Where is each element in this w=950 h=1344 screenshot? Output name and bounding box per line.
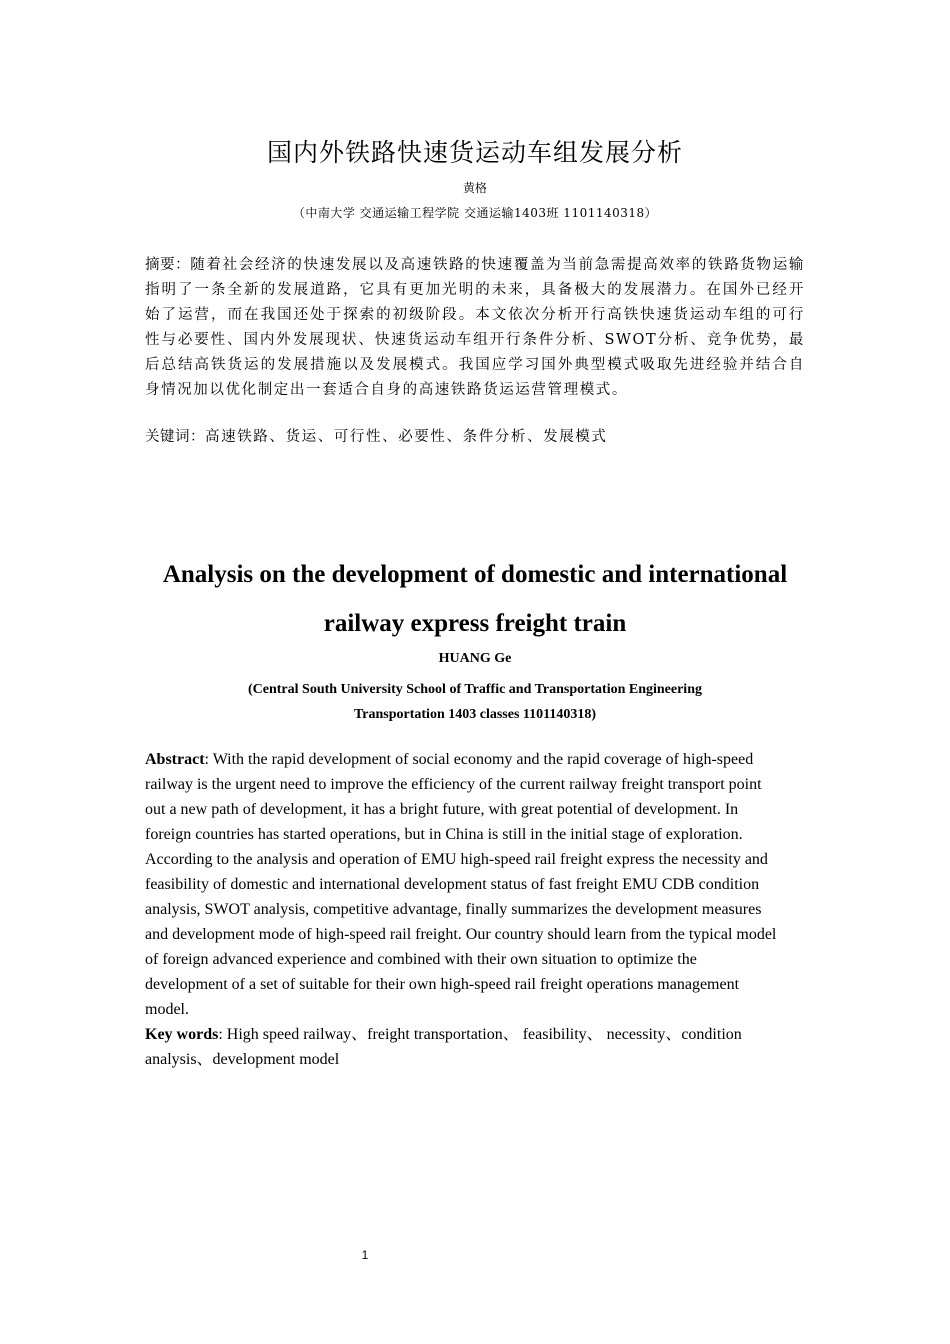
english-abstract-line: and development mode of high-speed rail freight. Our country should learn from the typical model [145, 926, 777, 943]
english-abstract-line: foreign countries has started operations, but in China is still in the initial stage of exploration. [145, 826, 743, 843]
english-abstract-line [145, 747, 810, 772]
english-affiliation-line-2: Transportation 1403 classes 1101140318) [353, 707, 597, 722]
chinese-abstract [145, 253, 805, 403]
chinese-keywords-label: 关键词： [145, 429, 205, 445]
chinese-abstract-text: 随着社会经济的快速发展以及高速铁路的快速覆盖为当前急需提高效率的铁路货物运输指明了一条全新的发展道路，它具有更加光明的未来，具备极大的发展潜力。在国外已经开始了运营，而在我国还处于探索的初级阶段。本文依次分析开行高铁快速货运动车组的可行性与必要性、国内外发展现状、快速货运动车组开行条件分析、SWOT分析、竞争优势，最后总结高铁货运的发展措施以及发展模式。我国应学习国外典型模式吸取先进经验并结合自身情况加以优化制定出一套适合自身的高速铁路货运运营管理模式。 [145, 257, 806, 398]
english-title-line-1: Analysis on the development of domestic and international [162, 561, 788, 588]
english-affiliation-line-1: (Central South University School of Traffic and Transportation Engineering [248, 682, 702, 697]
english-title [0, 550, 950, 648]
english-title-line-2: railway express freight train [323, 610, 627, 637]
chinese-title: 国内外铁路快速货运动车组发展分析 [266, 138, 683, 167]
english-abstract-line: According to the analysis and operation of EMU high-speed rail freight express the necessity and [145, 851, 768, 868]
english-keywords-line [145, 1022, 810, 1047]
chinese-author: 黄格 [462, 181, 487, 195]
english-affiliation [0, 677, 950, 727]
english-author: HUANG Ge [438, 651, 512, 666]
page-number: 1 [361, 1248, 369, 1262]
english-abstract-line: railway is the urgent need to improve the efficiency of the current railway freight transport point [145, 776, 762, 793]
english-keywords-label: Key words [145, 1026, 219, 1043]
chinese-keywords-text: 高速铁路、货运、可行性、必要性、条件分析、发展模式 [205, 429, 608, 445]
english-abstract-line: development of a set of suitable for their own high-speed rail freight operations management [145, 976, 740, 993]
english-abstract-label: Abstract [145, 751, 205, 768]
english-keywords-line: analysis、development model [145, 1051, 340, 1068]
chinese-abstract-label: 摘要： [145, 257, 191, 273]
chinese-affiliation: （中南大学 交通运输工程学院 交通运输1403班 1101140318） [292, 206, 658, 220]
english-abstract-line: model. [145, 1001, 189, 1018]
english-keywords-text: : High speed railway、freight transportation、 feasibility、 necessity、condition [218, 1026, 742, 1043]
english-abstract-line: feasibility of domestic and international development status of fast freight EMU CDB condition [145, 876, 760, 893]
english-abstract-text: : With the rapid development of social economy and the rapid coverage of high-speed [204, 751, 754, 768]
english-abstract-line: out a new path of development, it has a bright future, with great potential of development. In [145, 801, 739, 818]
english-abstract-line: analysis, SWOT analysis, competitive advantage, finally summarizes the development measures [145, 901, 762, 918]
chinese-keywords [145, 427, 805, 447]
english-abstract-line: of foreign advanced experience and combined with their own situation to optimize the [145, 951, 697, 968]
english-abstract [145, 747, 810, 1072]
